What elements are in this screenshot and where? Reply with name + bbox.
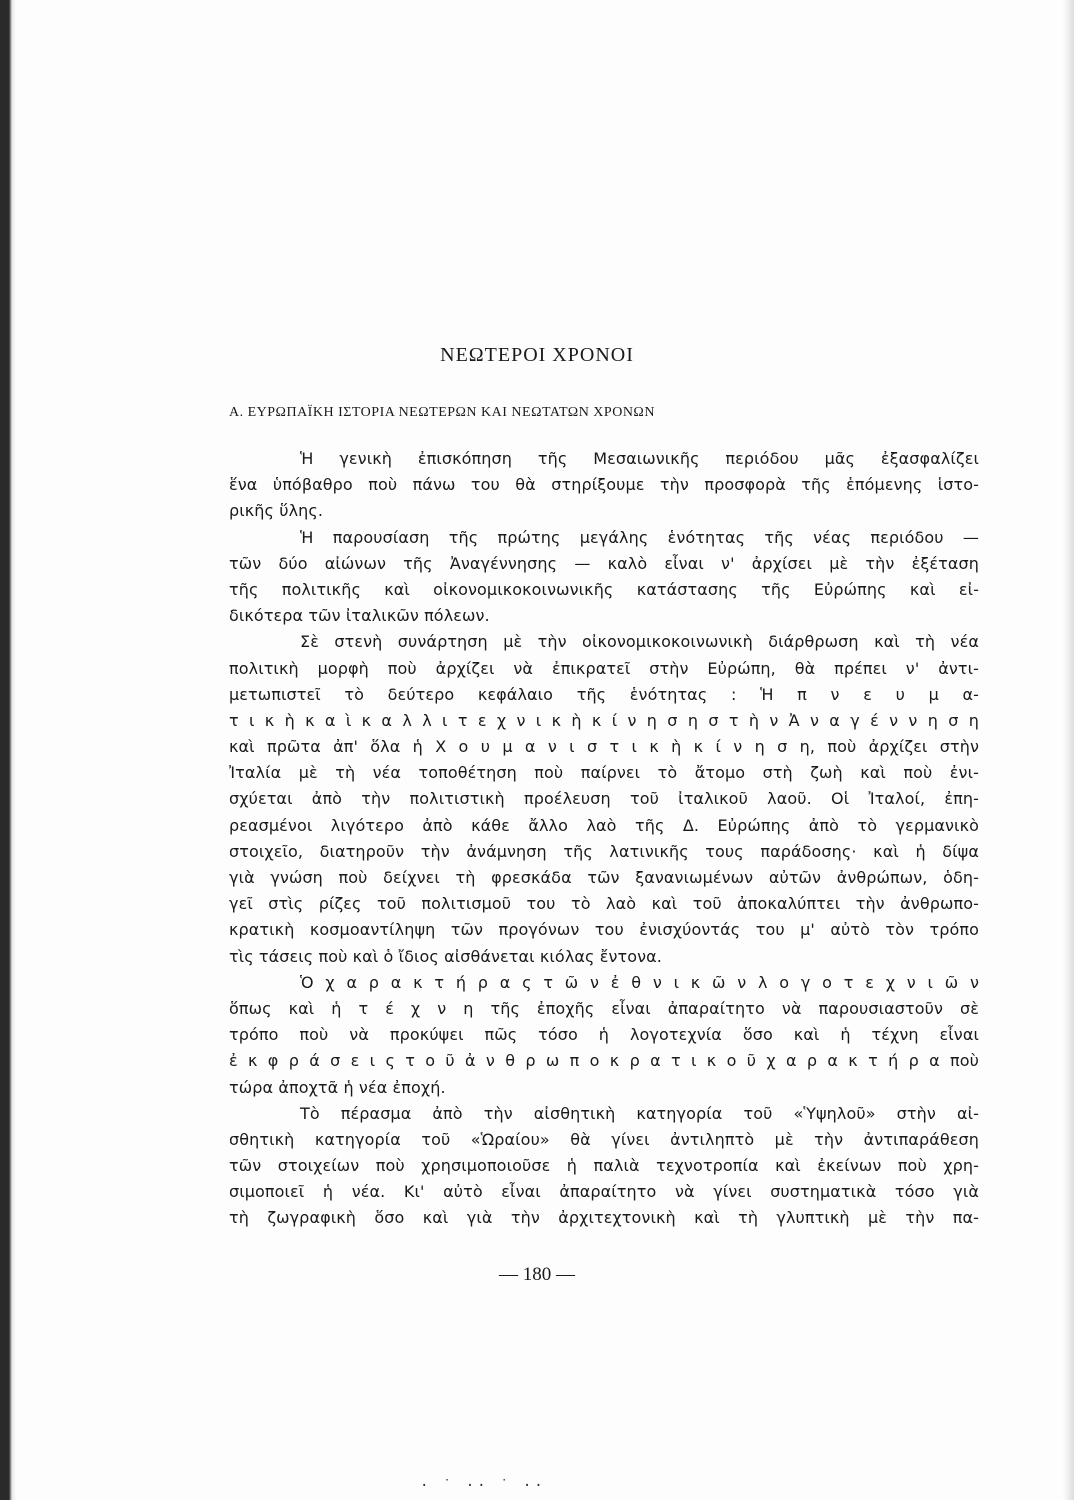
text-line: Ἡ γενικὴ ἐπισκόπηση τῆς Μεσαιωνικῆς περιόδου μᾶς ἐξασφαλίζει <box>300 449 979 468</box>
text-line: τῶν δύο αἰώνων τῆς Ἀναγέννησης — καλὸ εἶναι ν' ἀρχίσει μὲ τὴν ἐξέταση <box>229 553 979 573</box>
text-line: σθητικὴ κατηγορία τοῦ «Ὡραίου» θὰ γίνει ἀντιληπτὸ μὲ τὴν ἀντιπαράθεση <box>229 1129 979 1149</box>
text-line: μετωπιστεῖ τὸ δεύτερο κεφάλαιο τῆς ἑνότητας : Ἡ π ν ε υ μ α- <box>229 684 979 704</box>
page-number: — 180 — <box>499 1264 575 1285</box>
text-line: στοιχεῖο, διατηροῦν τὴν ἀνάμνηση τῆς λατινικῆς τους παράδοσης· καὶ ἡ δίψα <box>229 841 979 861</box>
text-line: πολιτικὴ μορφὴ ποὺ ἀρχίζει νὰ ἐπικρατεῖ στὴν Εὐρώπη, θὰ πρέπει ν' ἀντι- <box>229 658 979 678</box>
text-line: ἐ κ φ ρ ά σ ε ι ς τ ο ῦ ἀ ν θ ρ ω π ο κ ρ α τ ι κ ο ῦ χ α ρ α κ τ ή ρ α ποὺ <box>229 1051 979 1071</box>
scan-specks: · ˙ ·· ˙ ·· <box>420 1478 546 1494</box>
text-line: τῆς πολιτικῆς καὶ οἰκονομικοκοινωνικῆς κατάστασης τῆς Εὐρώπης καὶ εἰ- <box>229 579 979 599</box>
text-line: Ἡ παρουσίαση τῆς πρώτης μεγάλης ἑνότητας τῆς νέας περιόδου — <box>300 527 979 547</box>
text-line: καὶ πρῶτα ἀπ' ὅλα ἡ Χ ο υ μ α ν ι σ τ ι κ ὴ κ ί ν η σ η, ποὺ ἀρχίζει στὴν <box>229 737 979 757</box>
text-line: σιμοποιεῖ ἡ νέα. Κι' αὐτὸ εἶναι ἀπαραίτητο νὰ γίνει συστηματικὰ τόσο γιὰ <box>229 1182 979 1202</box>
text-line: Ἰταλία μὲ τὴ νέα τοποθέτηση ποὺ παίρνει τὸ ἄτομο στὴ ζωὴ καὶ ποὺ ἐνι- <box>229 763 979 783</box>
text-line: Ὁ χ α ρ α κ τ ή ρ α ς τ ῶ ν ἐ θ ν ι κ ῶ ν λ ο γ ο τ ε χ ν ι ῶ ν <box>300 972 979 992</box>
text-line: ὅπως καὶ ἡ τ έ χ ν η τῆς ἐποχῆς εἶναι ἀπαραίτητο νὰ παρουσιαστοῦν σὲ <box>229 998 979 1018</box>
text-line: τρόπο ποὺ νὰ προκύψει πῶς τόσο ἡ λογοτεχνία ὅσο καὶ ἡ τέχνη εἶναι <box>229 1025 979 1045</box>
text-line: τ ι κ ὴ κ α ὶ κ α λ λ ι τ ε χ ν ι κ ὴ κ ί ν η σ η σ τ ὴ ν Ἀ ν α γ έ ν ν η σ η <box>229 710 979 730</box>
text-line: ἕνα ὑπόβαθρο ποὺ πάνω του θὰ στηρίξουμε τὴν προσφορὰ τῆς ἑπόμενης ἱστο- <box>229 475 979 495</box>
page-title: ΝΕΩΤΕΡΟΙ ΧΡΟΝΟΙ <box>440 344 634 366</box>
text-line: σχύεται ἀπὸ τὴν πολιτιστικὴ προέλευση τοῦ ἰταλικοῦ λαοῦ. Οἱ Ἰταλοί, ἐπη- <box>229 789 979 809</box>
text-line: τὴ ζωγραφικὴ ὅσο καὶ γιὰ τὴν ἀρχιτεχτονικὴ καὶ τὴ γλυπτικὴ μὲ τὴν πα- <box>229 1208 979 1228</box>
text-line: γεῖ στὶς ρίζες τοῦ πολιτισμοῦ του τὸ λαὸ καὶ τοῦ ἀποκαλύπτει τὴν ἀνθρωπο- <box>229 894 979 914</box>
text-line: τῶν στοιχείων ποὺ χρησιμοποιοῦσε ἡ παλιὰ τεχνοτροπία καὶ ἐκείνων ποὺ χρη- <box>229 1156 979 1176</box>
text-line: τώρα ἀποχτᾶ ἡ νέα ἐποχή. <box>229 1077 446 1097</box>
text-line: δικότερα τῶν ἰταλικῶν πόλεων. <box>229 606 490 626</box>
section-heading: Α. ΕΥΡΩΠΑΪΚΗ ΙΣΤΟΡΙΑ ΝΕΩΤΕΡΩΝ ΚΑΙ ΝΕΩΤΑΤΩΝ ΧΡΟΝΩΝ <box>229 405 655 420</box>
text-line: Τὸ πέρασμα ἀπὸ τὴν αἰσθητικὴ κατηγορία τοῦ «Ὑψηλοῦ» στὴν αἰ- <box>300 1103 979 1123</box>
text-line: τὶς τάσεις ποὺ καὶ ὁ ἴδιος αἰσθάνεται κιόλας ἔντονα. <box>229 946 662 966</box>
text-line: ρικῆς ὕλης. <box>229 501 324 521</box>
text-line: γιὰ γνώση ποὺ δείχνει τὴ φρεσκάδα τῶν ξανανιωμένων αὐτῶν ἀνθρώπων, ὁδη- <box>229 868 979 887</box>
text-line: Σὲ στενὴ συνάρτηση μὲ τὴν οἰκονομικοκοινωνικὴ διάρθρωση καὶ τὴ νέα <box>300 632 979 652</box>
text-line: ρεασμένοι λιγότερο ἀπὸ κάθε ἄλλο λαὸ τῆς Δ. Εὐρώπης ἀπὸ τὸ γερμανικὸ <box>229 815 979 835</box>
body-text <box>229 446 979 1232</box>
text-line: κρατικὴ κοσμοαντίληψη τῶν προγόνων του ἐνισχύοντάς του μ' αὐτὸ τὸν τρόπο <box>229 920 979 940</box>
